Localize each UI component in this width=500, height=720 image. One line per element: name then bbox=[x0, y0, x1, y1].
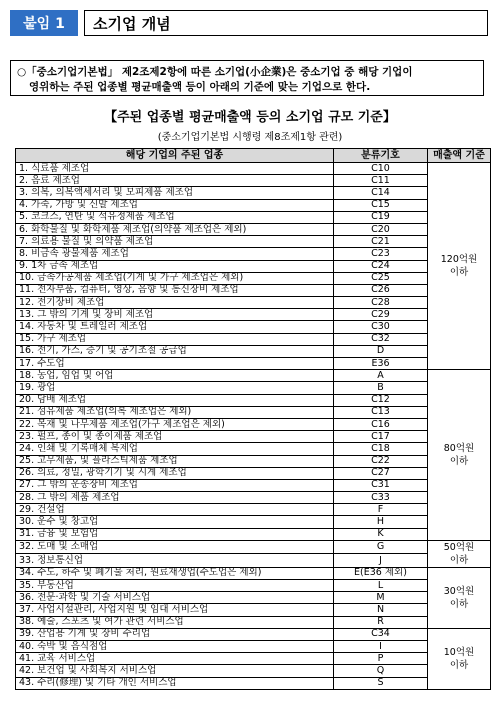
code-cell: K bbox=[334, 528, 428, 540]
industry-cell: 29. 건설업 bbox=[16, 504, 334, 516]
industry-cell: 9. 1차 금속 제조업 bbox=[16, 260, 334, 272]
code-cell: C19 bbox=[334, 211, 428, 223]
table-row bbox=[16, 677, 491, 689]
code-cell: C27 bbox=[334, 467, 428, 479]
industry-cell: 10. 금속가공제품 제조업(기계 및 가구 제조업은 제외) bbox=[16, 272, 334, 284]
code-cell: C32 bbox=[334, 333, 428, 345]
table-row bbox=[16, 592, 491, 604]
code-cell: C15 bbox=[334, 199, 428, 211]
industry-cell: 4. 가죽, 가방 및 신발 제조업 bbox=[16, 199, 334, 211]
code-cell: M bbox=[334, 592, 428, 604]
code-cell: C23 bbox=[334, 248, 428, 260]
industry-cell: 39. 산업용 기계 및 장비 수리업 bbox=[16, 628, 334, 640]
table-row bbox=[16, 223, 491, 235]
table-row bbox=[16, 467, 491, 479]
code-cell: N bbox=[334, 604, 428, 616]
table-title: 【주된 업종별 평균매출액 등의 소기업 규모 기준】 bbox=[104, 110, 396, 125]
table-row bbox=[16, 260, 491, 272]
code-cell: C28 bbox=[334, 297, 428, 309]
code-cell: S bbox=[334, 677, 428, 689]
industry-cell: 41. 교육 서비스업 bbox=[16, 653, 334, 665]
industry-cell: 1. 식료품 제조업 bbox=[16, 163, 334, 175]
table-row bbox=[16, 418, 491, 430]
industry-cell: 18. 농업, 임업 및 어업 bbox=[16, 370, 334, 382]
table-row bbox=[16, 284, 491, 296]
code-cell: C22 bbox=[334, 455, 428, 467]
industry-cell: 7. 의료용 물질 및 의약품 제조업 bbox=[16, 236, 334, 248]
table-row bbox=[16, 653, 491, 665]
attachment-badge: 붙임 1 bbox=[10, 10, 78, 36]
code-cell: C18 bbox=[334, 443, 428, 455]
column-header-industry: 해당 기업의 주된 업종 bbox=[16, 149, 334, 163]
table-row bbox=[16, 175, 491, 187]
industry-cell: 5. 코크스, 연탄 및 석유정제품 제조업 bbox=[16, 211, 334, 223]
table-row bbox=[16, 604, 491, 616]
table-row bbox=[16, 382, 491, 394]
code-cell: C13 bbox=[334, 406, 428, 418]
table-row bbox=[16, 504, 491, 516]
table-row bbox=[16, 333, 491, 345]
code-cell: G bbox=[334, 540, 428, 554]
table-row bbox=[16, 211, 491, 223]
industry-cell: 26. 의료, 정밀, 광학기기 및 시계 제조업 bbox=[16, 467, 334, 479]
code-cell: C24 bbox=[334, 260, 428, 272]
industry-cell: 21. 섬유제품 제조업(의복 제조업은 제외) bbox=[16, 406, 334, 418]
code-cell: C31 bbox=[334, 479, 428, 491]
code-cell: Q bbox=[334, 665, 428, 677]
industry-cell: 35. 부동산업 bbox=[16, 580, 334, 592]
industry-cell: 12. 전기장비 제조업 bbox=[16, 297, 334, 309]
code-cell: A bbox=[334, 370, 428, 382]
table-row bbox=[16, 628, 491, 640]
table-row bbox=[16, 187, 491, 199]
table-row bbox=[16, 479, 491, 491]
code-cell: C25 bbox=[334, 272, 428, 284]
industry-cell: 37. 사업시설관리, 사업지원 및 임대 서비스업 bbox=[16, 604, 334, 616]
code-cell: F bbox=[334, 504, 428, 516]
header bbox=[10, 10, 488, 36]
industry-cell: 20. 담배 제조업 bbox=[16, 394, 334, 406]
code-cell: C26 bbox=[334, 284, 428, 296]
table-row bbox=[16, 370, 491, 382]
table-row bbox=[16, 309, 491, 321]
code-cell: I bbox=[334, 640, 428, 652]
table-row bbox=[16, 455, 491, 467]
page-title: 소기업 개념 bbox=[84, 10, 488, 36]
column-header-sales: 매출액 기준 bbox=[428, 149, 491, 163]
code-cell: C34 bbox=[334, 628, 428, 640]
code-cell: E36 bbox=[334, 358, 428, 370]
code-cell: P bbox=[334, 653, 428, 665]
code-cell: E(E36 제외) bbox=[334, 567, 428, 579]
industry-cell: 34. 수도, 하수 및 폐기물 처리, 원료재생업(수도업은 제외) bbox=[16, 567, 334, 579]
industry-cell: 42. 보건업 및 사회복지 서비스업 bbox=[16, 665, 334, 677]
notice-line-1: ○「중소기업기본법」 제2조제2항에 따른 소기업(小企業)은 중소기업 중 해당 기업이 bbox=[17, 66, 413, 78]
industry-cell: 28. 그 밖의 제품 제조업 bbox=[16, 492, 334, 504]
sales-criteria-cell: 120억원 이하 bbox=[428, 163, 491, 370]
code-cell: C10 bbox=[334, 163, 428, 175]
notice-box bbox=[10, 60, 484, 96]
industry-cell: 15. 가구 제조업 bbox=[16, 333, 334, 345]
industry-cell: 25. 고무제품, 및 플라스틱제품 제조업 bbox=[16, 455, 334, 467]
industry-cell: 38. 예술, 스포츠 및 여가 관련 서비스업 bbox=[16, 616, 334, 628]
code-cell: J bbox=[334, 554, 428, 568]
code-cell: C16 bbox=[334, 418, 428, 430]
table-row bbox=[16, 236, 491, 248]
code-cell: B bbox=[334, 382, 428, 394]
table-row bbox=[16, 580, 491, 592]
sales-criteria-cell: 80억원 이하 bbox=[428, 370, 491, 541]
table-row bbox=[16, 516, 491, 528]
table-row bbox=[16, 640, 491, 652]
industry-cell: 16. 전기, 가스, 증기 및 공기조절 공급업 bbox=[16, 345, 334, 357]
industry-cell: 3. 의복, 의복액세서리 및 모피제품 제조업 bbox=[16, 187, 334, 199]
sales-criteria-cell: 30억원 이하 bbox=[428, 567, 491, 628]
table-row bbox=[16, 540, 491, 554]
table-header-row bbox=[16, 149, 491, 163]
table-row bbox=[16, 431, 491, 443]
industry-cell: 6. 화학물질 및 화학제품 제조업(의약품 제조업은 제외) bbox=[16, 223, 334, 235]
column-header-code: 분류기호 bbox=[334, 149, 428, 163]
code-cell: C11 bbox=[334, 175, 428, 187]
table-body bbox=[16, 163, 491, 690]
size-criteria-table bbox=[15, 148, 491, 690]
table-subtitle: (중소기업기본법 시행령 제8조제1항 관련) bbox=[157, 132, 343, 143]
table-row bbox=[16, 567, 491, 579]
industry-cell: 8. 비금속 광물제품 제조업 bbox=[16, 248, 334, 260]
table-row bbox=[16, 297, 491, 309]
notice-line-2: 영위하는 주된 업종별 평균매출액 등이 아래의 기준에 맞는 기업으로 한다. bbox=[29, 81, 371, 93]
table-row bbox=[16, 492, 491, 504]
code-cell: R bbox=[334, 616, 428, 628]
code-cell: C14 bbox=[334, 187, 428, 199]
table-row bbox=[16, 199, 491, 211]
industry-cell: 32. 도매 및 소매업 bbox=[16, 540, 334, 554]
table-row bbox=[16, 272, 491, 284]
industry-cell: 33. 정보통신업 bbox=[16, 554, 334, 568]
code-cell: C21 bbox=[334, 236, 428, 248]
table-row bbox=[16, 248, 491, 260]
industry-cell: 40. 숙박 및 음식점업 bbox=[16, 640, 334, 652]
table-row bbox=[16, 443, 491, 455]
industry-cell: 36. 전문·과학 및 기술 서비스업 bbox=[16, 592, 334, 604]
table-row bbox=[16, 394, 491, 406]
table-row bbox=[16, 345, 491, 357]
code-cell: C29 bbox=[334, 309, 428, 321]
industry-cell: 19. 광업 bbox=[16, 382, 334, 394]
table-row bbox=[16, 321, 491, 333]
sales-criteria-cell: 10억원 이하 bbox=[428, 628, 491, 689]
code-cell: C30 bbox=[334, 321, 428, 333]
industry-cell: 30. 운수 및 창고업 bbox=[16, 516, 334, 528]
industry-cell: 13. 그 밖의 기계 및 장비 제조업 bbox=[16, 309, 334, 321]
industry-cell: 11. 전자부품, 컴퓨터, 영상, 음향 및 통신장비 제조업 bbox=[16, 284, 334, 296]
industry-cell: 2. 음료 제조업 bbox=[16, 175, 334, 187]
industry-cell: 24. 인쇄 및 기록매체 복제업 bbox=[16, 443, 334, 455]
industry-cell: 43. 수리(修理) 및 기타 개인 서비스업 bbox=[16, 677, 334, 689]
code-cell: C20 bbox=[334, 223, 428, 235]
industry-cell: 27. 그 밖의 운송장비 제조업 bbox=[16, 479, 334, 491]
industry-cell: 17. 수도업 bbox=[16, 358, 334, 370]
code-cell: H bbox=[334, 516, 428, 528]
code-cell: C33 bbox=[334, 492, 428, 504]
table-row bbox=[16, 406, 491, 418]
industry-cell: 14. 자동차 및 트레일러 제조업 bbox=[16, 321, 334, 333]
industry-cell: 22. 목재 및 나무제품 제조업(가구 제조업은 제외) bbox=[16, 418, 334, 430]
table-row bbox=[16, 528, 491, 540]
code-cell: L bbox=[334, 580, 428, 592]
industry-cell: 23. 펄프, 종이 및 종이제품 제조업 bbox=[16, 431, 334, 443]
code-cell: D bbox=[334, 345, 428, 357]
table-row bbox=[16, 163, 491, 175]
table-row bbox=[16, 616, 491, 628]
code-cell: C12 bbox=[334, 394, 428, 406]
industry-cell: 31. 금융 및 보험업 bbox=[16, 528, 334, 540]
code-cell: C17 bbox=[334, 431, 428, 443]
table-row bbox=[16, 665, 491, 677]
table-row bbox=[16, 554, 491, 568]
table-row bbox=[16, 358, 491, 370]
sales-criteria-cell: 50억원 이하 bbox=[428, 540, 491, 567]
